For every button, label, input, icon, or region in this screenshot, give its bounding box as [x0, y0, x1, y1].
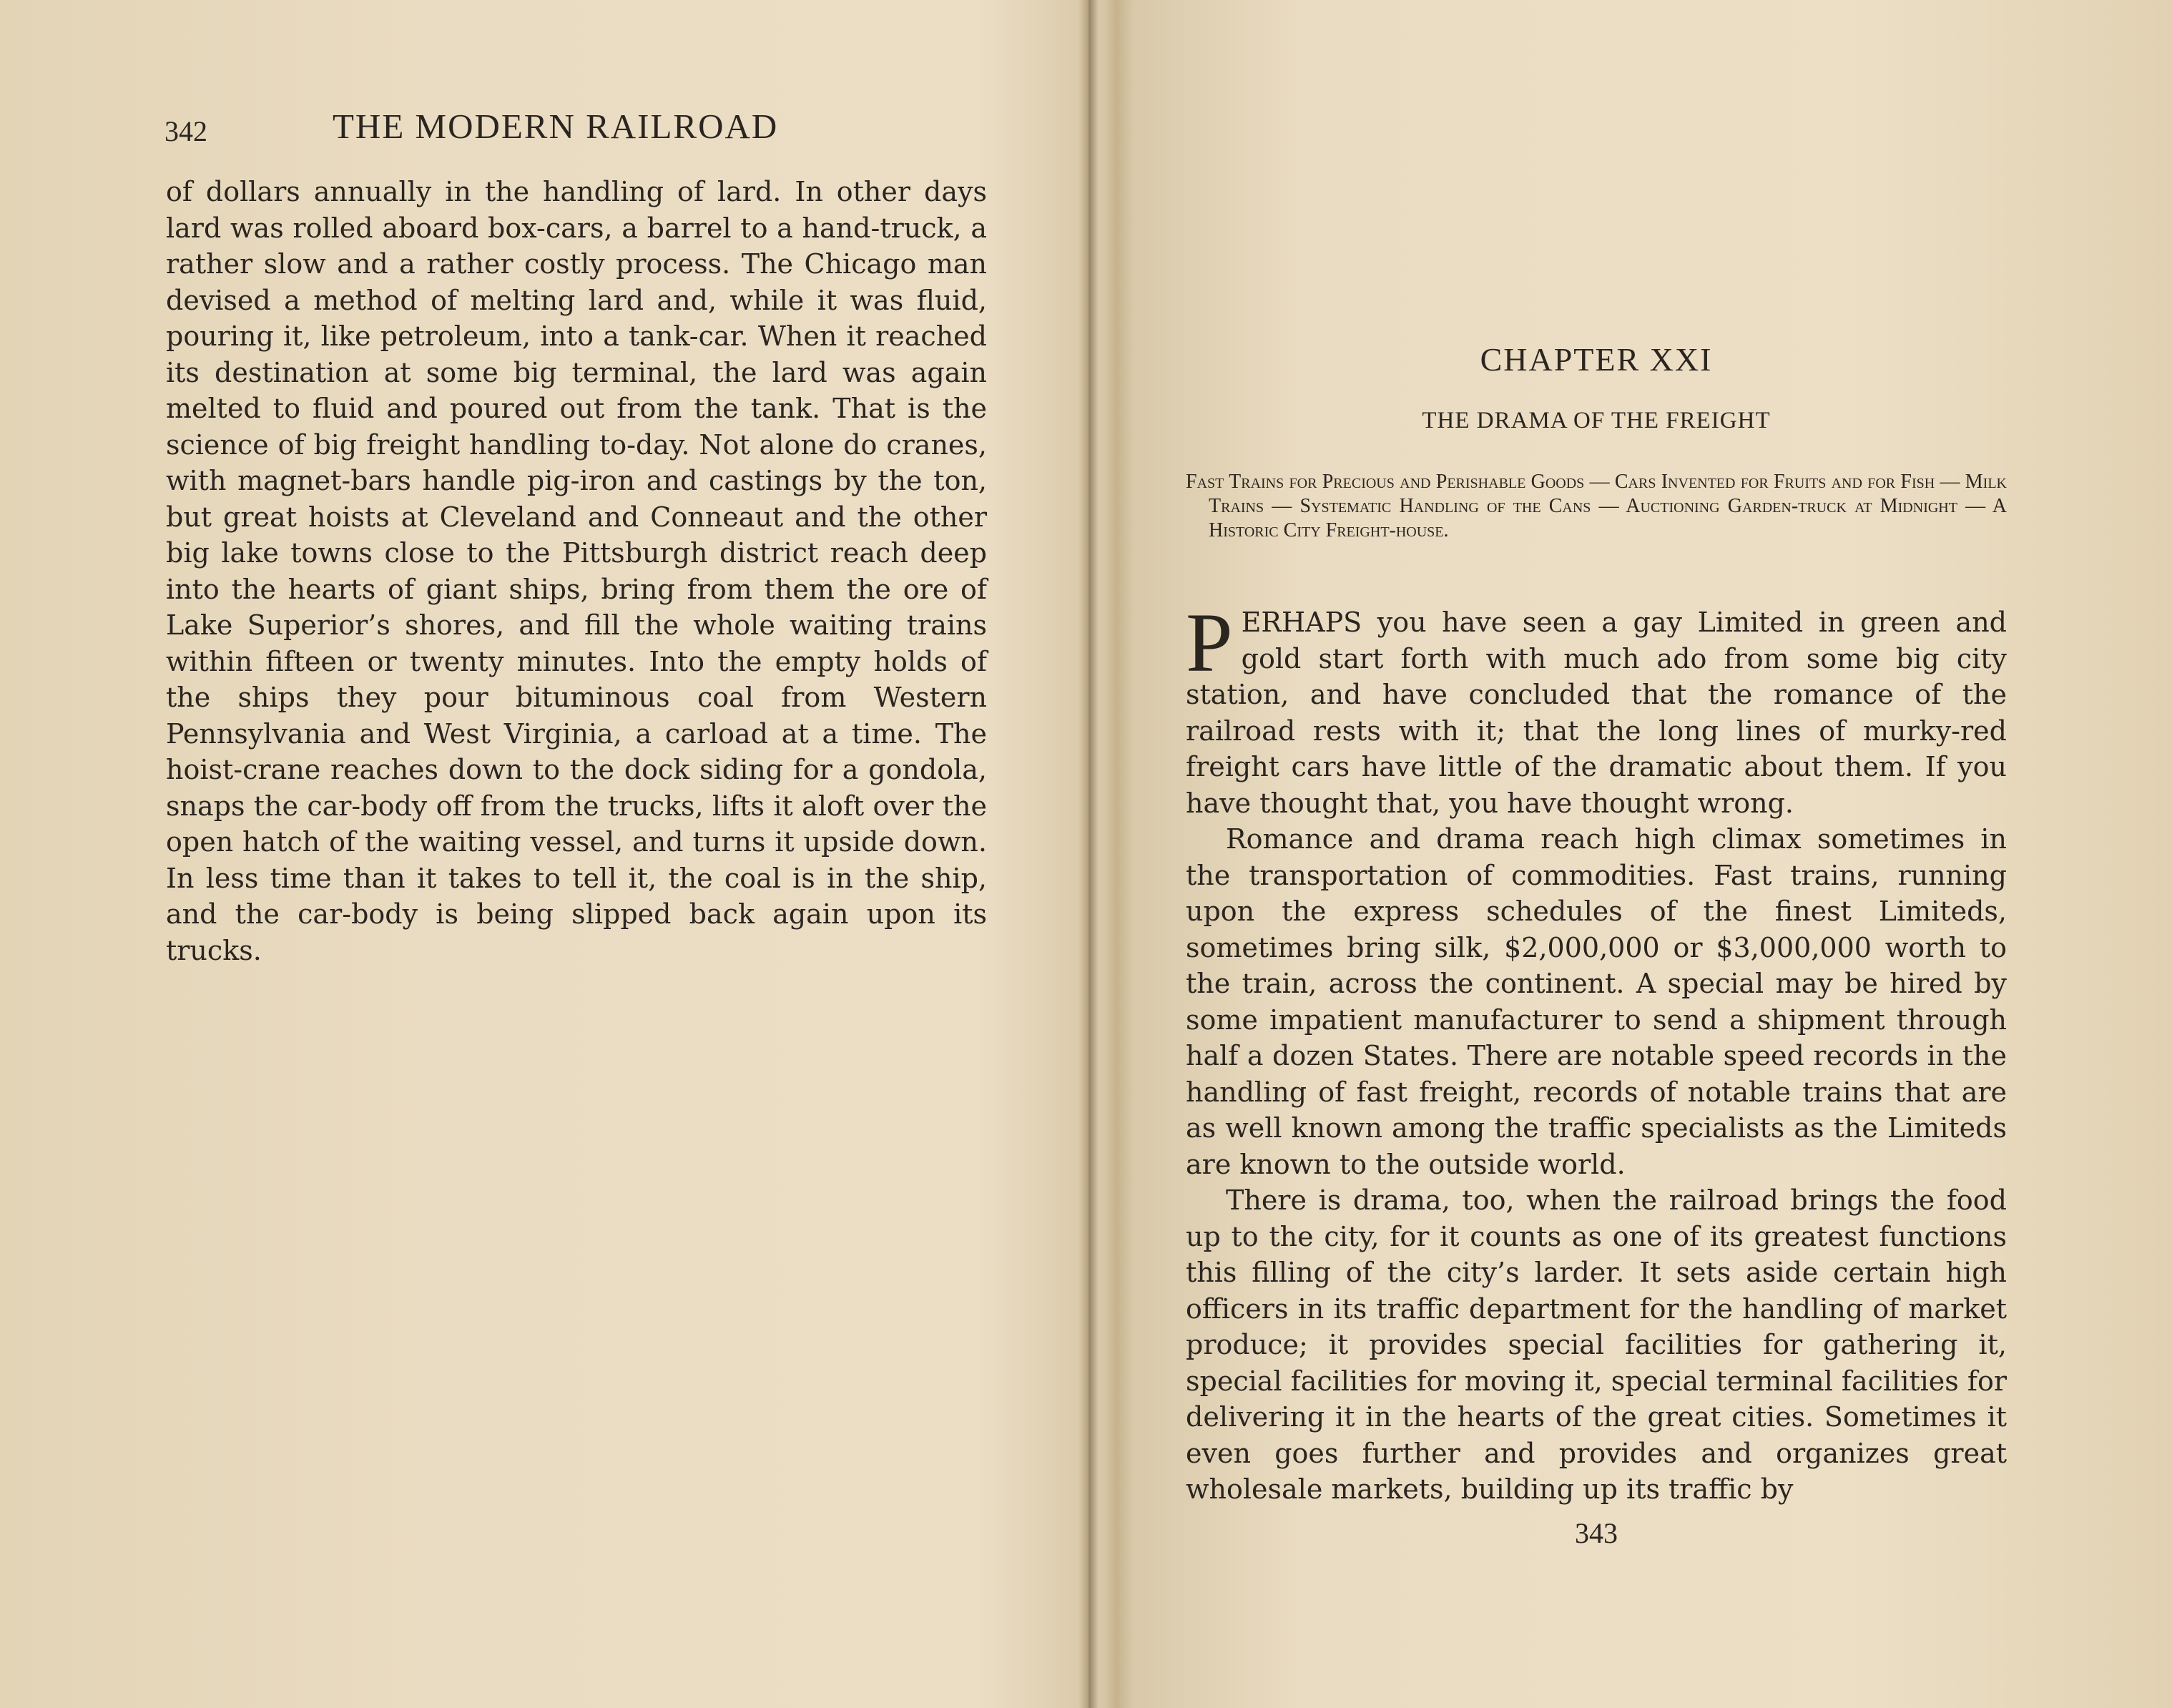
right-page-number: 343 — [1575, 1517, 1618, 1549]
left-page-number: 342 — [164, 115, 207, 147]
right-paragraph-1 — [1186, 596, 2007, 821]
running-title: THE MODERN RAILROAD — [333, 107, 779, 146]
chapter-subtitle: THE DRAMA OF THE FREIGHT — [1422, 408, 1771, 433]
left-page-body — [166, 174, 987, 968]
left-page — [0, 0, 1078, 1708]
right-paragraph-2: Romance and drama reach high climax sometimes in the transportation of commodities. Fast trains, running upon the express schedules of the finest Limiteds, sometimes bring silk, $2,000,000 or $3,000,000 worth to the train, across the continent. A special may be hired by some impatient manufacturer to send a shipment through half a dozen States. There are notable speed records in the handling of fast freight, records of notable trains that are as well known among the traffic specialists as the Limiteds are known to the outside world. — [1186, 823, 2007, 1180]
right-page — [1099, 0, 2172, 1708]
left-paragraph: of dollars annually in the handling of lard. In other days lard was rolled aboard box-cars, a barrel to a hand-truck, a rather slow and a rather costly process. The Chicago man devised a method of melting lard and, while it was fluid, pouring it, like petroleum, into a tank-car. When it reached its destination at some big terminal, the lard was again melted to fluid and poured out from the tank. That is the science of big freight handling to-day. Not alone do cranes, with magnet-bars handle pig-iron and castings by the ton, but great hoists at Cleveland and Conneaut and the other big lake towns close to the Pittsburgh district reach deep into the hearts of giant ships, bring from them the ore of Lake Superior’s shores, and fill the whole waiting trains within fifteen or twenty minutes. Into the empty holds of the ships they pour bituminous coal from Western Pennsylvania and West Virginia, a carload at a time. The hoist-crane reaches down to the dock siding for a gondola, snaps the car-body off from the trucks, lifts it aloft over the open hatch of the waiting vessel, and turns it upside down. In less time than it takes to tell it, the coal is in the ship, and the car-body is being slipped back again upon its trucks. — [166, 176, 987, 966]
right-page-body — [1186, 596, 2007, 1508]
right-paragraph-1-text: ERHAPS you have seen a gay Limited in green and gold start forth with much ado from some big city station, and have concluded that the romance of the railroad rests with it; that the long lines of murky-red freight cars have little of the dramatic about them. If you have thought that, you have thought wrong. — [1186, 607, 2007, 819]
book-gutter — [1078, 0, 1099, 1708]
running-head — [164, 100, 987, 150]
chapter-title: CHAPTER XXI — [1480, 341, 1713, 378]
drop-cap: P — [1186, 596, 1233, 689]
right-paragraph-3: There is drama, too, when the railroad brings the food up to the city, for it counts as one of its greatest functions this filling of the city’s larder. It sets aside certain high officers in its traffic department for the handling of market produce; it provides special facilities for gathering it, special facilities for moving it, special terminal facilities for delivering it in the hearts of the great cities. Sometimes it even goes further and provides and organizes great wholesale markets, building up its traffic by — [1186, 1184, 2007, 1505]
chapter-synopsis: Fast Trains for Precious and Perishable Goods — Cars Invented for Fruits and for Fish — Milk Trains — Systematic Handling of the Cans — Auctioning Garden-truck at Midnight — A Historic City Freight-house. — [1186, 471, 2007, 541]
